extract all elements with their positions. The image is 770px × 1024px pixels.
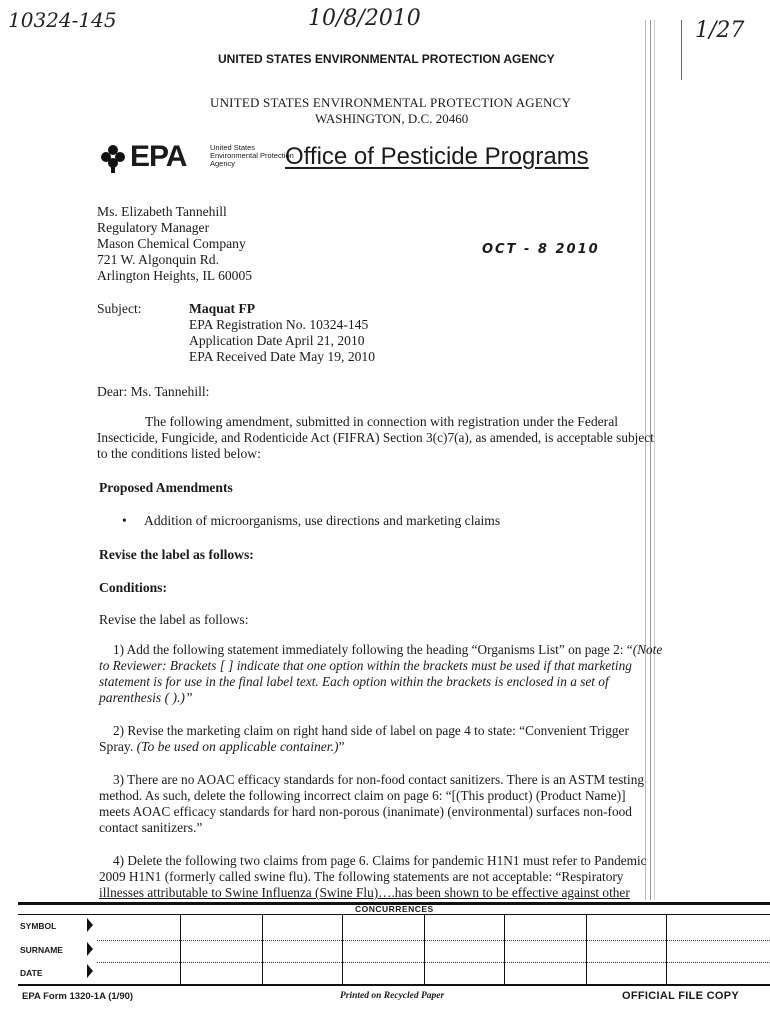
form-number: EPA Form 1320-1A (1/90) [22,991,134,1002]
handwritten-date: 10/8/2010 [308,6,421,31]
subject-received-date: EPA Received Date May 19, 2010 [189,349,376,364]
logo-small-3: Agency [210,159,236,168]
item-3-line-a: 3) There are no AOAC efficacy standards for non-food contact sanitizers. There is an ASTM testing [113,772,644,787]
office-title: Office of Pesticide Programs [285,143,589,170]
form-col-sep [666,915,667,985]
item-1-line-d: parenthesis ( ).)” [99,690,193,705]
item-3-line-b: method. As such, delete the following incorrect claim on page 6: “[(This product) (Product Name)] [99,788,626,803]
form-header-rule [18,914,770,915]
surname-label: SURNAME [20,945,63,955]
item-3-line-d: contact sanitizers.” [99,820,203,835]
date-arrow-icon [87,964,93,978]
item-1-note-start: (Note [632,642,663,657]
conditions-heading: Conditions: [99,580,167,595]
agency-line: UNITED STATES ENVIRONMENTAL PROTECTION AGENCY [210,95,572,110]
form-col-sep [262,915,263,985]
symbol-arrow-icon [87,918,93,932]
revise-line: Revise the label as follows: [99,612,249,627]
salutation: Dear: Ms. Tannehill: [97,384,210,399]
intro-line-1: The following amendment, submitted in connection with registration under the Federal [145,414,619,429]
recipient-name: Ms. Elizabeth Tannehill [97,204,227,219]
surname-row [18,940,770,959]
subject-label: Subject: [97,301,142,316]
item-1-line-c: statement is for use in the final label text. Each option within the brackets is enclosed in a set of [99,674,609,689]
item-1-line-b: to Reviewer: Brackets [ ] indicate that one option within the brackets must be used if that marketing [99,658,632,673]
recipient-street: 721 W. Algonquin Rd. [97,252,219,267]
subject-application-date: Application Date April 21, 2010 [189,333,365,348]
scan-line [654,20,655,900]
item-3-line-c: meets AOAC efficacy standards for hard non-porous (inanimate) (environmental) surfaces non-food [99,804,632,819]
item-2-spray: Spray. [99,739,134,754]
item-1-line-a [113,642,662,658]
scan-line [645,20,646,900]
revise-heading: Revise the label as follows: [99,547,254,562]
official-file-copy: OFFICIAL FILE COPY [622,990,740,1002]
recipient-company: Mason Chemical Company [97,236,246,251]
recipient-city: Arlington Heights, IL 60005 [97,268,253,283]
symbol-row [18,916,770,935]
item-2-line-b [99,739,345,755]
date-row [18,963,770,982]
item-4-line-a: 4) Delete the following two claims from page 6. Claims for pandemic H1N1 must refer to Pandemic [113,853,647,868]
form-col-sep [342,915,343,985]
proposed-heading: Proposed Amendments [99,480,233,495]
logo-small-1: United States [210,143,256,152]
epa-flower-icon [100,144,126,174]
form-col-sep [180,915,181,985]
date-stamp: OCT - 8 2010 [482,242,600,257]
surname-arrow-icon [87,942,93,956]
concurrences-label: CONCURRENCES [355,904,434,914]
bullet-dot: • [122,513,127,528]
scan-line [650,20,651,900]
form-col-sep [424,915,425,985]
recipient-block [97,204,252,284]
form-col-sep [586,915,587,985]
subject-registration: EPA Registration No. 10324-145 [189,317,369,332]
scan-line [681,20,682,80]
subject-block [189,301,375,365]
item-2-note: (To be used on applicable container.) [136,739,339,754]
epa-logo [100,140,300,180]
item-4-line-c: illnesses attributable to Swine Influenza (Swine Flu)….has been shown to be effective against other [99,885,630,900]
item-1-text: 1) Add the following statement immediately following the heading “Organisms List” on page 2: “ [113,642,633,657]
agency-city: WASHINGTON, D.C. 20460 [315,111,469,126]
handwritten-file-number: 10324-145 [8,8,117,32]
intro-line-3: to the conditions listed below: [97,446,261,461]
printed-on-recycled: Printed on Recycled Paper [340,991,445,1001]
logo-small-2: Environmental Protection [210,151,294,160]
symbol-label: SYMBOL [20,921,57,931]
handwritten-page-count: 1/27 [695,18,745,43]
epa-logo-text: EPA [130,140,187,173]
item-4-line-b: 2009 H1N1 (formerly called swine flu). The following statements are not acceptable: “Respiratory [99,869,624,884]
intro-line-2: Insecticide, Fungicide, and Rodenticide Act (FIFRA) Section 3(c)7(a), as amended, is acceptable subject [97,430,654,445]
agency-top-line: UNITED STATES ENVIRONMENTAL PROTECTION AGENCY [218,52,555,66]
proposed-item: Addition of microorganisms, use directions and marketing claims [144,513,501,528]
subject-product: Maquat FP [189,301,256,316]
form-bottom-rule [18,984,770,986]
date-label: DATE [20,968,43,978]
form-col-sep [504,915,505,985]
item-2-quote-end: ” [338,739,345,754]
item-2-line-a: 2) Revise the marketing claim on right hand side of label on page 4 to state: “Convenient Trigger [113,723,629,738]
recipient-title: Regulatory Manager [97,220,210,235]
